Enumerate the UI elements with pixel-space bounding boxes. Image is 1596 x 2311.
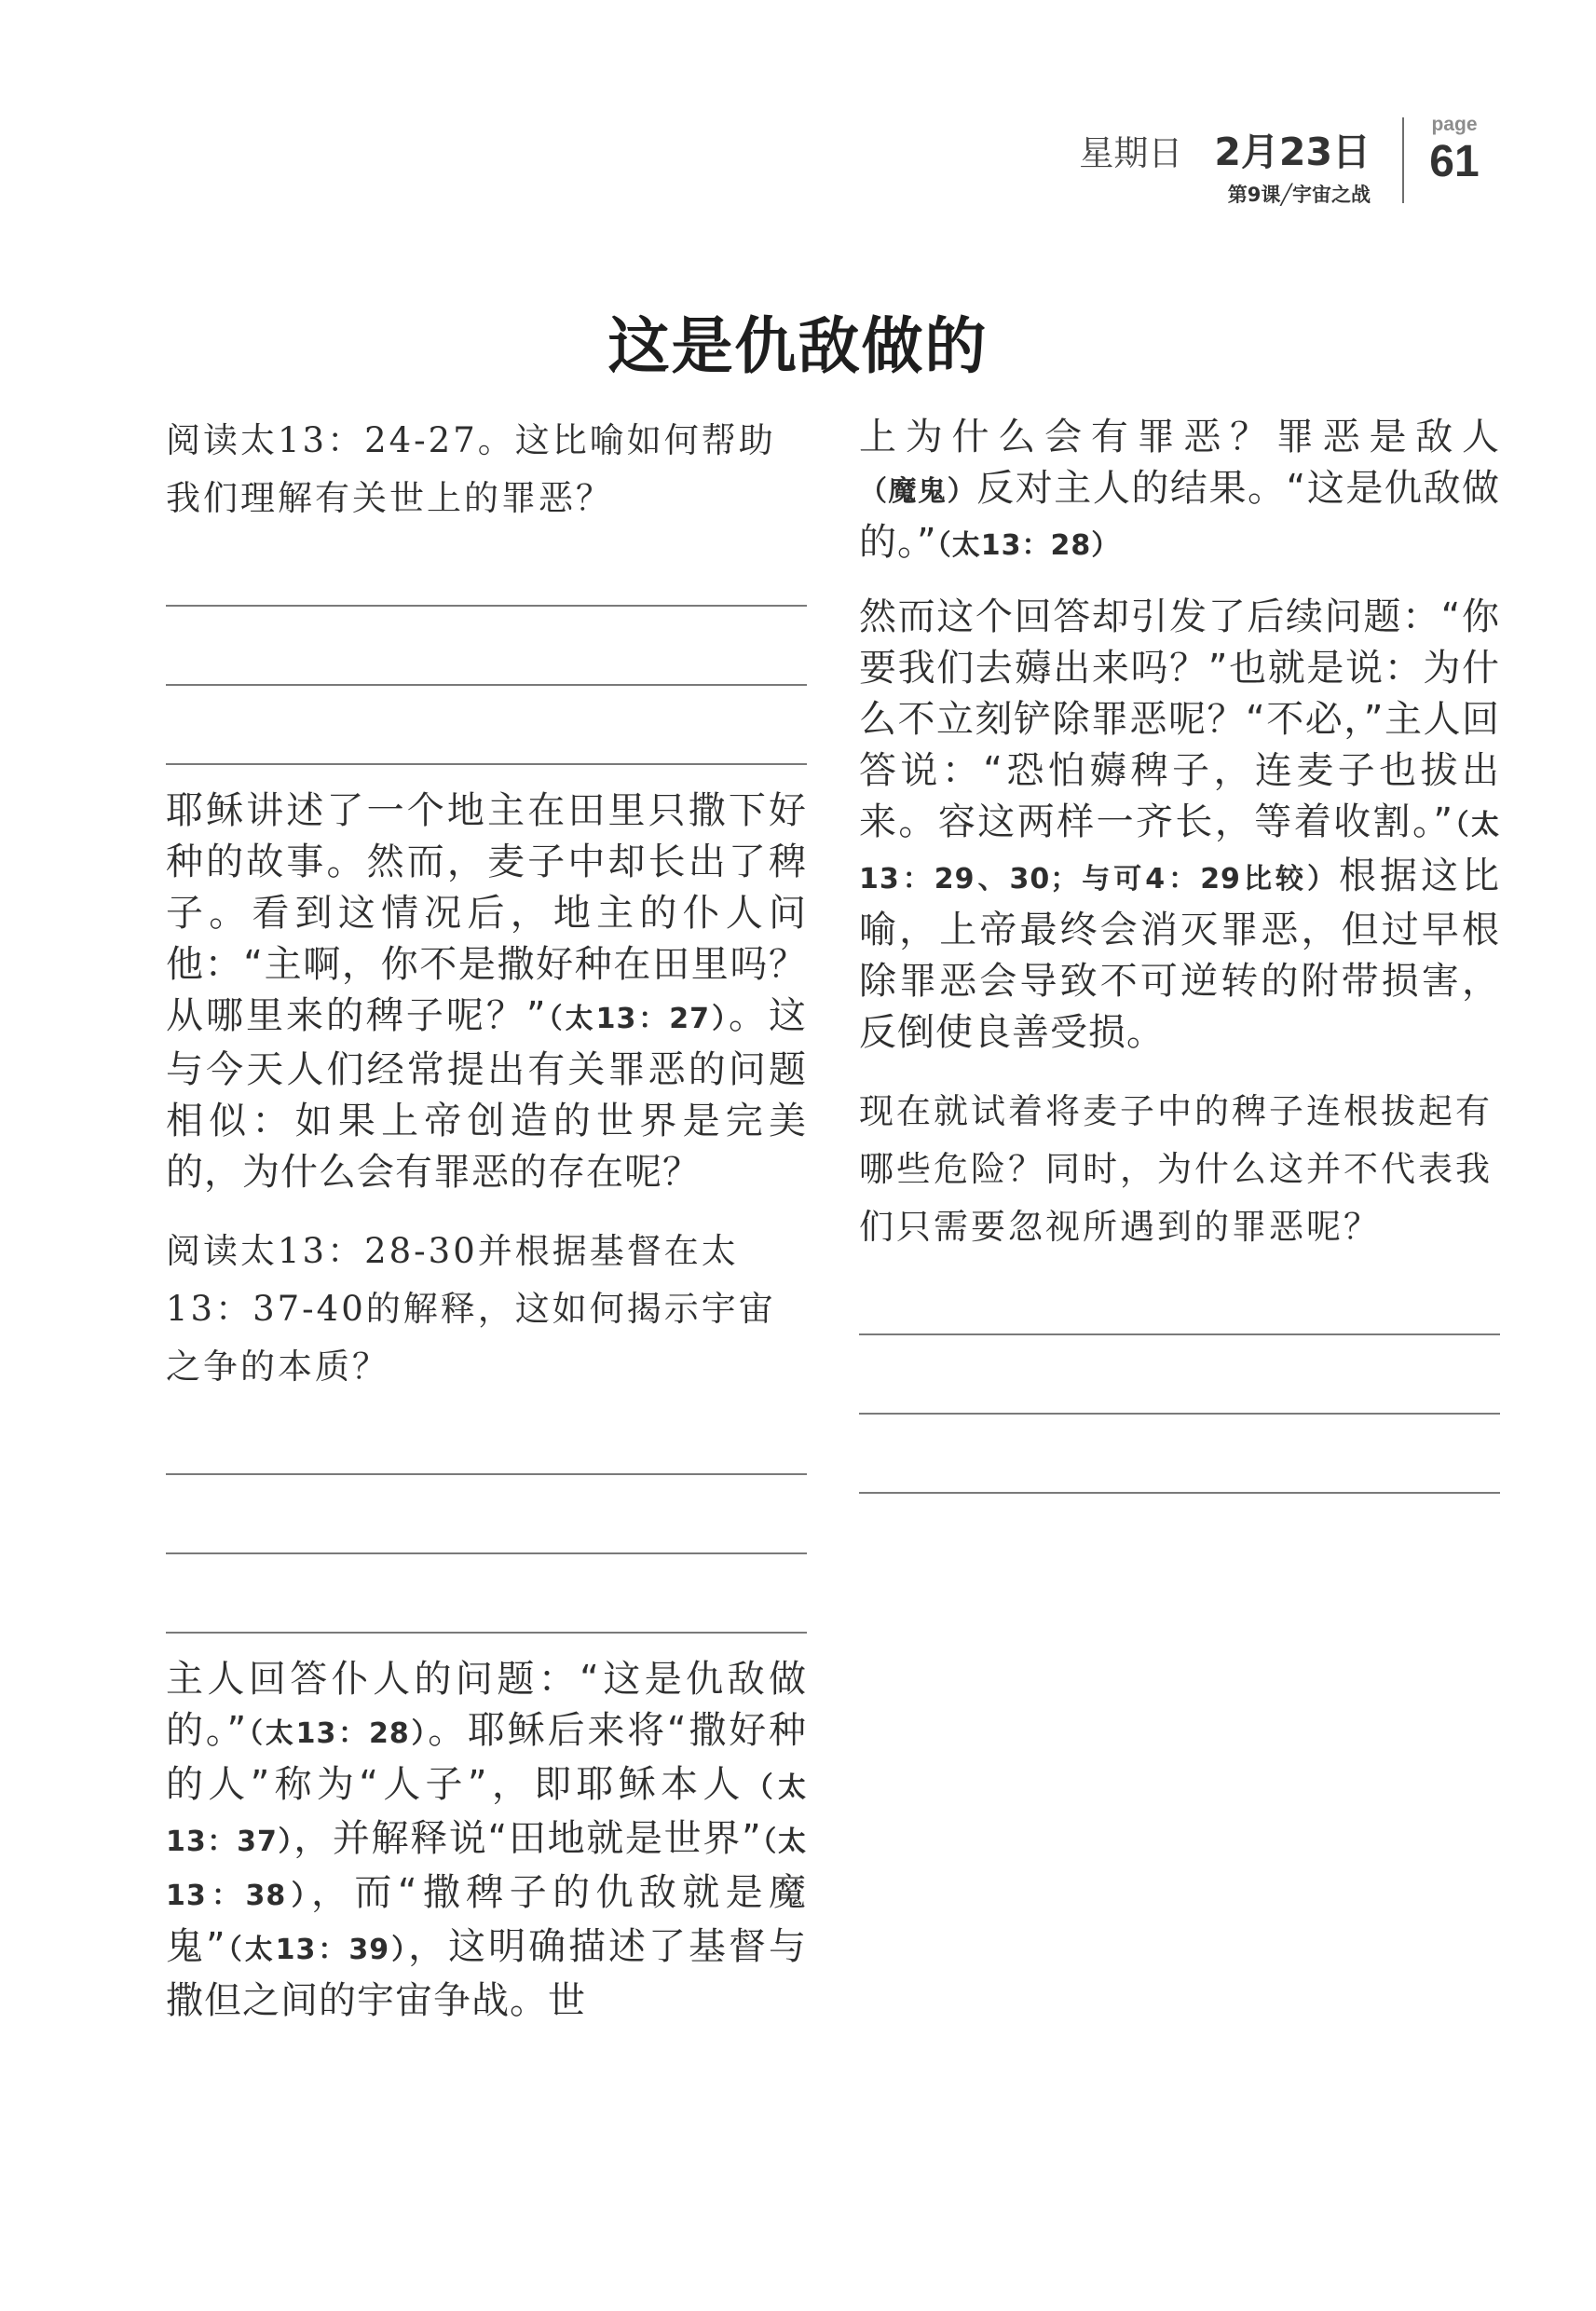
paragraph-2-text: ，这明确描述了基督与撒但之间的宇宙争战。世	[166, 1925, 808, 2022]
right-column	[859, 412, 1500, 1494]
answer-line[interactable]	[859, 1256, 1500, 1335]
paragraph-4-text: 根据这比喻，上帝最终会消灭罪恶，但过早根除罪恶会导致不可逆转的附带损害，反倒使良善受损。	[859, 855, 1500, 1054]
answer-line[interactable]	[166, 607, 807, 686]
paragraph-4-text: 然而这个回答却引发了后续问题：“你要我们去薅出来吗？”也就是说：为什么不立刻铲除罪恶呢？“不必，”主人回答说：“恐怕薅稗子，连麦子也拔出来。容这两样一齐长，等着收割。”	[859, 595, 1500, 843]
question-2: 阅读太13：28-30并根据基督在太13：37-40的解释，这如何揭示宇宙之争的本质？	[166, 1231, 776, 1387]
scripture-reference: （魔鬼）	[859, 475, 977, 508]
scripture-reference: （太13：39）	[225, 1934, 409, 1966]
answer-lines-2	[166, 1396, 807, 1634]
paragraph-2	[166, 1654, 807, 2027]
answer-line[interactable]	[166, 1475, 807, 1554]
date-line	[1079, 121, 1371, 176]
paragraph-2-text: ，并解释说“田地就是世界”	[293, 1817, 762, 1860]
paragraph-3-text: 反对主人的结果。“这是仇敌做的。”	[859, 467, 1500, 564]
question-3: 现在就试着将麦子中的稗子连根拔起有哪些危险？同时，为什么这并不代表我们只需要忽视所遇到的罪恶呢？	[859, 1091, 1493, 1247]
scripture-reference: （太13：29、30；与可4：29比较）	[859, 809, 1500, 896]
answer-lines-1	[166, 527, 807, 765]
page-label: page	[1431, 114, 1478, 135]
answer-line[interactable]	[859, 1335, 1500, 1415]
scripture-reference: （太13：28）	[247, 1717, 429, 1750]
paragraph-2-text: 。耶稣后来将“撒好种的人”称为“人子”，即耶稣本人	[166, 1709, 807, 1806]
paragraph-1-text: 耶稣讲述了一个地主在田里只撒下好种的故事。然而，麦子中却长出了稗子。看到这情况后，地主的仆人问他：“主啊，你不是撒好种在田里吗？从哪里来的稗子呢？”	[166, 789, 807, 1037]
question-1: 阅读太13：24-27。这比喻如何帮助我们理解有关世上的罪恶？	[166, 420, 776, 518]
paragraph-2-text: ，而“撒稗子的仇敌就是魔鬼”	[166, 1871, 807, 1968]
answer-line[interactable]	[859, 1415, 1500, 1494]
left-column	[166, 412, 807, 2027]
answer-line[interactable]	[166, 1554, 807, 1634]
answer-line[interactable]	[166, 686, 807, 765]
page-number: 61	[1429, 137, 1480, 186]
page-number-block	[1404, 110, 1505, 185]
scripture-reference: （太13：37）	[166, 1771, 808, 1858]
date-block	[1079, 110, 1402, 208]
page-title: 这是仇敌做的	[607, 309, 989, 382]
paragraph-1	[166, 786, 807, 1198]
weekday: 星期日	[1079, 133, 1183, 173]
paragraph-2-text: 主人回答仆人的问题：“这是仇敌做的。”	[166, 1658, 807, 1752]
page-header	[1079, 110, 1505, 206]
answer-lines-3	[859, 1256, 1500, 1494]
scripture-reference: （太13：28）	[936, 529, 1121, 562]
scripture-reference: （太13：27）	[546, 1003, 730, 1035]
scripture-reference: （太13：38）	[166, 1826, 808, 1912]
paragraph-4	[859, 592, 1500, 1059]
lesson-label: 第9课╱宇宙之战	[1227, 184, 1371, 206]
date: 2月23日	[1214, 130, 1371, 174]
paragraph-3-text: 上为什么会有罪恶？罪恶是敌人	[859, 416, 1500, 458]
answer-line[interactable]	[166, 527, 807, 607]
paragraph-1-tail: 。这与今天人们经常提出有关罪恶的问题相似：如果上帝创造的世界是完美的，为什么会有罪恶的存在呢？	[166, 994, 808, 1194]
answer-line[interactable]	[166, 1396, 807, 1475]
paragraph-3	[859, 412, 1500, 571]
